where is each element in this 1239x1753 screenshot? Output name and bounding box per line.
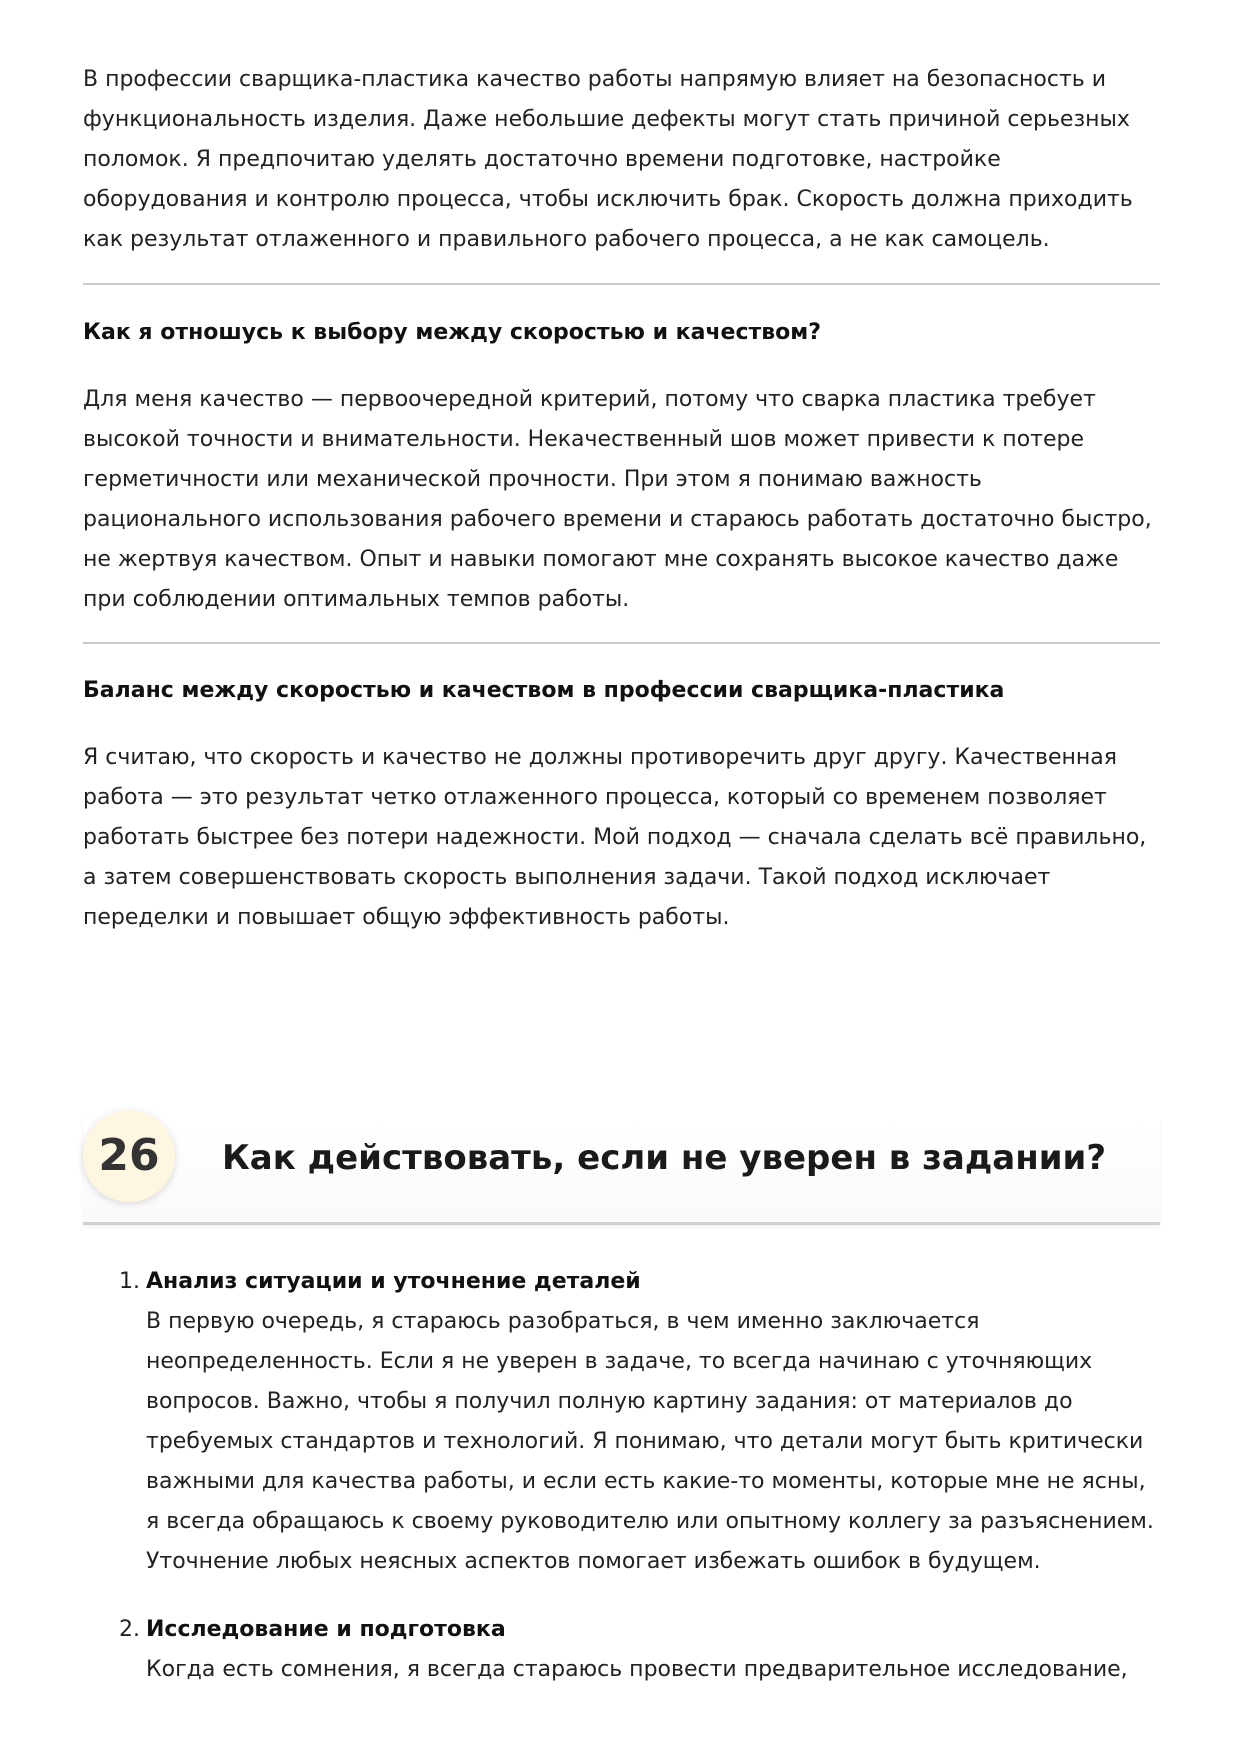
list-item-number: 1. — [119, 1269, 140, 1294]
section-number-badge — [83, 1110, 175, 1202]
list-item-title: Исследование и подготовка — [146, 1617, 506, 1642]
list-item — [83, 1610, 1160, 1690]
list-item-text: В первую очередь, я стараюсь разобраться, в чем именно заключается неопределенность. Если я не уверен в задаче, то всегда начинаю с уточняющих вопросов. Важно, чтобы я получил полную картину задания: от материалов до требуемых стандартов и технологий. Я понимаю, что детали могут быть критически важными для качества работы, и если есть какие-то моменты, которые мне не ясны, я всегда обращаюсь к своему руководителю или опытному коллегу за разъяснением. Уточнение любых неясных аспектов помогает избежать ошибок в будущем. — [146, 1309, 1154, 1574]
section-title: Как действовать, если не уверен в задании? — [222, 1138, 1107, 1178]
divider — [83, 283, 1160, 285]
block-heading: Как я отношусь к выбору между скоростью и качеством? — [83, 320, 822, 345]
block-paragraph: Для меня качество — первоочередной критерий, потому что сварка пластика требует высокой точности и внимательности. Некачественный шов может привести к потере герметичности или механической прочности. При этом я понимаю важность рационального использования рабочего времени и стараюсь работать достаточно быстро, не жертвуя качеством. Опыт и навыки помогают мне сохранять высокое качество даже при соблюдении оптимальных темпов работы. — [83, 387, 1152, 612]
intro-paragraph: В профессии сварщика-пластика качество работы напрямую влияет на безопасность и функциональность изделия. Даже небольшие дефекты могут стать причиной серьезных поломок. Я предпочитаю уделять достаточно времени подготовке, настройке оборудования и контролю процесса, чтобы исключить брак. Скорость должна приходить как результат отлаженного и правильного рабочего процесса, а не как самоцель. — [83, 67, 1133, 252]
list-item-text: Когда есть сомнения, я всегда стараюсь провести предварительное исследование, — [146, 1657, 1128, 1682]
section-number: 26 — [98, 1130, 160, 1181]
block-heading: Баланс между скоростью и качеством в профессии сварщика-пластика — [83, 678, 1005, 703]
list-item — [83, 1262, 1160, 1582]
list-item-number: 2. — [119, 1617, 140, 1642]
numbered-list — [83, 1262, 1160, 1718]
section-header — [83, 1110, 1160, 1214]
block-paragraph: Я считаю, что скорость и качество не должны противоречить друг другу. Качественная работа — это результат четко отлаженного процесса, который со временем позволяет работать быстрее без потери надежности. Мой подход — сначала сделать всё правильно, а затем совершенствовать скорость выполнения задачи. Такой подход исключает переделки и повышает общую эффективность работы. — [83, 745, 1147, 930]
list-item-title: Анализ ситуации и уточнение деталей — [146, 1269, 641, 1294]
divider — [83, 642, 1160, 644]
